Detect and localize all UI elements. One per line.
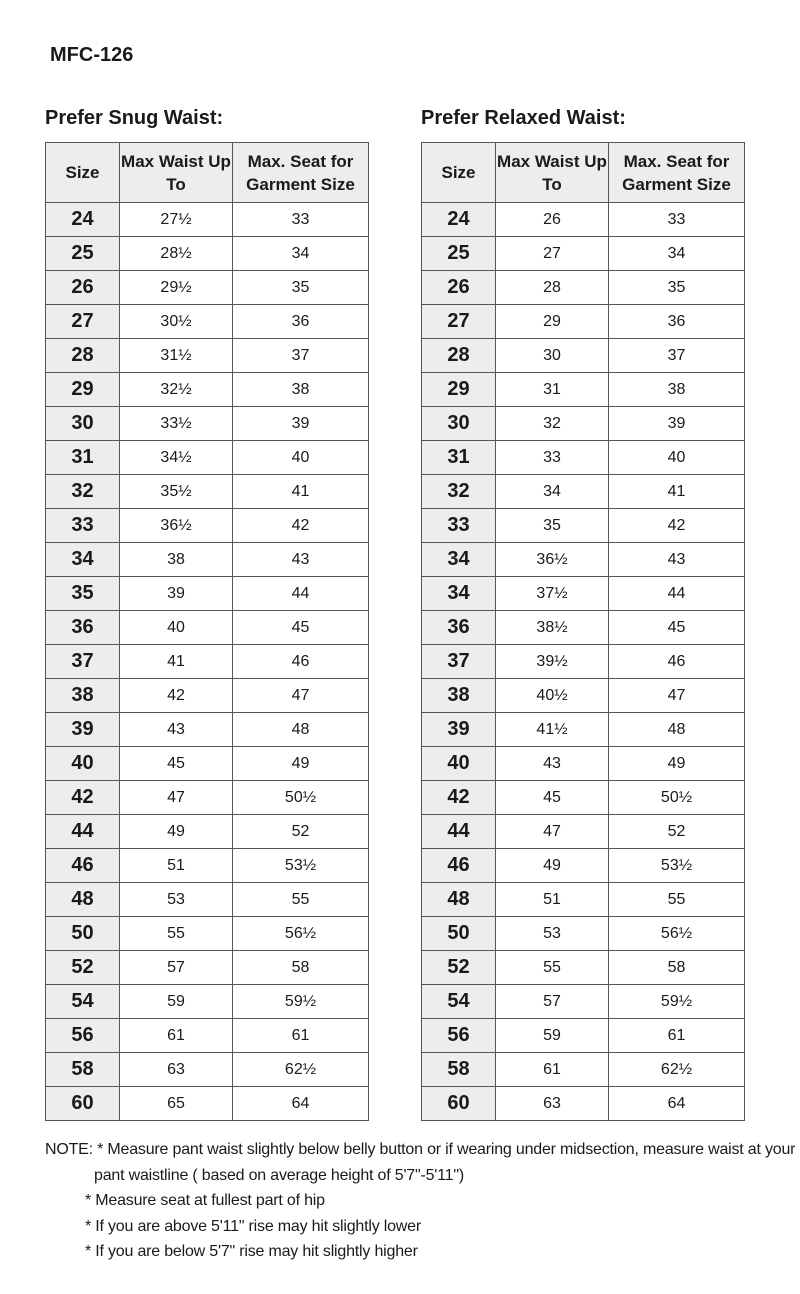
max-seat-cell: 39	[233, 407, 369, 441]
table-row	[422, 747, 745, 781]
table-row	[46, 237, 369, 271]
table-row	[422, 815, 745, 849]
size-cell: 60	[46, 1087, 120, 1121]
size-cell: 44	[422, 815, 496, 849]
size-cell: 33	[422, 509, 496, 543]
max-waist-cell: 47	[120, 781, 233, 815]
size-cell: 27	[422, 305, 496, 339]
max-waist-header: Max Waist Up To	[120, 143, 233, 203]
max-seat-cell: 56½	[233, 917, 369, 951]
max-waist-cell: 35½	[120, 475, 233, 509]
size-cell: 36	[46, 611, 120, 645]
max-seat-cell: 42	[609, 509, 745, 543]
max-waist-cell: 53	[496, 917, 609, 951]
max-seat-cell: 38	[233, 373, 369, 407]
table-row	[46, 645, 369, 679]
max-seat-cell: 45	[609, 611, 745, 645]
max-seat-cell: 46	[609, 645, 745, 679]
size-cell: 31	[422, 441, 496, 475]
table-row	[46, 815, 369, 849]
snug-size-table	[45, 142, 369, 1121]
max-waist-cell: 37½	[496, 577, 609, 611]
max-seat-cell: 49	[609, 747, 745, 781]
size-cell: 24	[422, 203, 496, 237]
max-seat-cell: 35	[609, 271, 745, 305]
max-waist-cell: 29	[496, 305, 609, 339]
table-row	[422, 917, 745, 951]
max-seat-cell: 62½	[609, 1053, 745, 1087]
max-seat-cell: 44	[233, 577, 369, 611]
table-row	[422, 237, 745, 271]
max-seat-cell: 35	[233, 271, 369, 305]
size-cell: 37	[46, 645, 120, 679]
note-line: pant waistline ( based on average height of 5'7"-5'11")	[94, 1166, 464, 1184]
size-cell: 28	[46, 339, 120, 373]
note-line: NOTE: * Measure pant waist slightly below belly button or if wearing under midsection, measure waist at your	[45, 1141, 796, 1158]
table-row	[46, 475, 369, 509]
table-row	[46, 849, 369, 883]
max-waist-cell: 57	[496, 985, 609, 1019]
max-waist-cell: 47	[496, 815, 609, 849]
size-cell: 32	[422, 475, 496, 509]
max-waist-cell: 32	[496, 407, 609, 441]
size-cell: 52	[46, 951, 120, 985]
max-seat-cell: 42	[233, 509, 369, 543]
relaxed-size-table	[421, 142, 745, 1121]
table-row	[422, 1087, 745, 1121]
table-row	[46, 441, 369, 475]
max-seat-cell: 44	[609, 577, 745, 611]
max-waist-cell: 34	[496, 475, 609, 509]
size-cell: 42	[46, 781, 120, 815]
max-waist-cell: 59	[496, 1019, 609, 1053]
table-row	[422, 985, 745, 1019]
max-waist-cell: 28½	[120, 237, 233, 271]
size-cell: 44	[46, 815, 120, 849]
max-waist-cell: 26	[496, 203, 609, 237]
table-row	[46, 1019, 369, 1053]
max-waist-header: Max Waist Up To	[496, 143, 609, 203]
max-seat-cell: 43	[233, 543, 369, 577]
table-row	[422, 951, 745, 985]
max-seat-cell: 64	[233, 1087, 369, 1121]
max-waist-cell: 43	[120, 713, 233, 747]
size-cell: 46	[422, 849, 496, 883]
max-waist-cell: 42	[120, 679, 233, 713]
max-waist-cell: 34½	[120, 441, 233, 475]
table-row	[422, 1053, 745, 1087]
size-cell: 24	[46, 203, 120, 237]
max-seat-cell: 37	[609, 339, 745, 373]
max-seat-cell: 50½	[233, 781, 369, 815]
max-waist-cell: 35	[496, 509, 609, 543]
max-waist-cell: 40½	[496, 679, 609, 713]
max-waist-cell: 51	[120, 849, 233, 883]
size-cell: 50	[422, 917, 496, 951]
max-seat-cell: 45	[233, 611, 369, 645]
table-row	[46, 713, 369, 747]
table-row	[422, 407, 745, 441]
max-seat-header: Max. Seat for Garment Size	[233, 143, 369, 203]
max-seat-cell: 56½	[609, 917, 745, 951]
size-cell: 56	[46, 1019, 120, 1053]
max-waist-cell: 43	[496, 747, 609, 781]
table-row	[46, 781, 369, 815]
max-seat-cell: 36	[233, 305, 369, 339]
table-row	[46, 203, 369, 237]
size-cell: 29	[422, 373, 496, 407]
note-line: * If you are above 5'11" rise may hit slightly lower	[85, 1217, 421, 1235]
max-waist-cell: 40	[120, 611, 233, 645]
max-waist-cell: 36½	[120, 509, 233, 543]
max-seat-cell: 52	[609, 815, 745, 849]
max-waist-cell: 28	[496, 271, 609, 305]
size-cell: 28	[422, 339, 496, 373]
max-waist-cell: 27	[496, 237, 609, 271]
max-seat-cell: 61	[233, 1019, 369, 1053]
size-cell: 26	[422, 271, 496, 305]
max-seat-cell: 38	[609, 373, 745, 407]
size-cell: 26	[46, 271, 120, 305]
max-seat-cell: 50½	[609, 781, 745, 815]
max-waist-cell: 32½	[120, 373, 233, 407]
size-cell: 58	[46, 1053, 120, 1087]
max-waist-cell: 53	[120, 883, 233, 917]
max-seat-cell: 37	[233, 339, 369, 373]
size-cell: 29	[46, 373, 120, 407]
max-seat-cell: 52	[233, 815, 369, 849]
table-row	[422, 475, 745, 509]
max-seat-cell: 58	[233, 951, 369, 985]
table-row	[46, 1053, 369, 1087]
max-seat-cell: 40	[609, 441, 745, 475]
size-cell: 38	[422, 679, 496, 713]
snug-waist-title: Prefer Snug Waist:	[45, 107, 224, 129]
size-cell: 54	[46, 985, 120, 1019]
size-cell: 50	[46, 917, 120, 951]
size-cell: 33	[46, 509, 120, 543]
max-seat-cell: 39	[609, 407, 745, 441]
table-row	[46, 543, 369, 577]
max-seat-cell: 46	[233, 645, 369, 679]
table-row	[422, 1019, 745, 1053]
size-cell: 27	[46, 305, 120, 339]
max-seat-cell: 33	[609, 203, 745, 237]
table-row	[422, 679, 745, 713]
table-row	[422, 339, 745, 373]
size-cell: 40	[422, 747, 496, 781]
size-cell: 39	[422, 713, 496, 747]
table-row	[46, 509, 369, 543]
table-row	[46, 407, 369, 441]
table-row	[46, 577, 369, 611]
size-cell: 32	[46, 475, 120, 509]
table-row	[422, 781, 745, 815]
max-seat-cell: 64	[609, 1087, 745, 1121]
size-cell: 54	[422, 985, 496, 1019]
table-row	[422, 645, 745, 679]
max-waist-cell: 36½	[496, 543, 609, 577]
max-waist-cell: 31½	[120, 339, 233, 373]
max-waist-cell: 41½	[496, 713, 609, 747]
size-cell: 40	[46, 747, 120, 781]
size-cell: 35	[46, 577, 120, 611]
max-seat-cell: 58	[609, 951, 745, 985]
table-row	[422, 713, 745, 747]
table-row	[422, 849, 745, 883]
size-cell: 34	[46, 543, 120, 577]
max-waist-cell: 31	[496, 373, 609, 407]
size-cell: 34	[422, 577, 496, 611]
max-waist-cell: 33	[496, 441, 609, 475]
max-waist-cell: 49	[120, 815, 233, 849]
max-seat-cell: 55	[609, 883, 745, 917]
table-row	[422, 305, 745, 339]
table-row	[46, 951, 369, 985]
document-code: MFC-126	[50, 44, 134, 66]
size-cell: 36	[422, 611, 496, 645]
max-seat-cell: 41	[609, 475, 745, 509]
max-seat-cell: 59½	[233, 985, 369, 1019]
size-cell: 34	[422, 543, 496, 577]
size-cell: 48	[46, 883, 120, 917]
max-seat-cell: 40	[233, 441, 369, 475]
max-waist-cell: 59	[120, 985, 233, 1019]
max-seat-cell: 47	[609, 679, 745, 713]
table-row	[422, 271, 745, 305]
max-waist-cell: 51	[496, 883, 609, 917]
max-waist-cell: 33½	[120, 407, 233, 441]
table-row	[422, 373, 745, 407]
table-row	[46, 883, 369, 917]
max-waist-cell: 55	[120, 917, 233, 951]
max-seat-cell: 33	[233, 203, 369, 237]
max-waist-cell: 57	[120, 951, 233, 985]
size-cell: 60	[422, 1087, 496, 1121]
size-cell: 31	[46, 441, 120, 475]
max-seat-cell: 59½	[609, 985, 745, 1019]
size-cell: 38	[46, 679, 120, 713]
max-seat-cell: 43	[609, 543, 745, 577]
table-row	[46, 679, 369, 713]
table-header-row	[46, 143, 369, 203]
table-row	[46, 305, 369, 339]
table-row	[422, 203, 745, 237]
table-row	[46, 271, 369, 305]
max-seat-cell: 62½	[233, 1053, 369, 1087]
max-waist-cell: 45	[496, 781, 609, 815]
table-row	[46, 1087, 369, 1121]
max-waist-cell: 30½	[120, 305, 233, 339]
max-seat-cell: 34	[609, 237, 745, 271]
max-waist-cell: 45	[120, 747, 233, 781]
size-cell: 30	[422, 407, 496, 441]
max-seat-cell: 48	[609, 713, 745, 747]
table-row	[46, 611, 369, 645]
max-waist-cell: 39½	[496, 645, 609, 679]
max-waist-cell: 41	[120, 645, 233, 679]
max-seat-cell: 53½	[609, 849, 745, 883]
table-row	[46, 747, 369, 781]
max-seat-cell: 48	[233, 713, 369, 747]
size-cell: 58	[422, 1053, 496, 1087]
table-row	[46, 339, 369, 373]
size-cell: 37	[422, 645, 496, 679]
max-seat-cell: 61	[609, 1019, 745, 1053]
table-row	[422, 611, 745, 645]
max-seat-cell: 49	[233, 747, 369, 781]
table-header-row	[422, 143, 745, 203]
size-cell: 52	[422, 951, 496, 985]
max-seat-header: Max. Seat for Garment Size	[609, 143, 745, 203]
notes-block	[45, 1137, 795, 1265]
size-cell: 25	[46, 237, 120, 271]
max-waist-cell: 65	[120, 1087, 233, 1121]
table-row	[46, 917, 369, 951]
table-row	[46, 373, 369, 407]
max-waist-cell: 61	[120, 1019, 233, 1053]
table-row	[422, 577, 745, 611]
max-seat-cell: 55	[233, 883, 369, 917]
table-row	[422, 441, 745, 475]
table-row	[46, 985, 369, 1019]
max-waist-cell: 49	[496, 849, 609, 883]
table-row	[422, 509, 745, 543]
max-waist-cell: 38½	[496, 611, 609, 645]
max-waist-cell: 27½	[120, 203, 233, 237]
size-header: Size	[422, 143, 496, 203]
size-cell: 39	[46, 713, 120, 747]
max-waist-cell: 63	[496, 1087, 609, 1121]
max-waist-cell: 63	[120, 1053, 233, 1087]
size-cell: 56	[422, 1019, 496, 1053]
note-line: * Measure seat at fullest part of hip	[85, 1192, 325, 1209]
max-waist-cell: 61	[496, 1053, 609, 1087]
table-row	[422, 883, 745, 917]
size-header: Size	[46, 143, 120, 203]
max-seat-cell: 53½	[233, 849, 369, 883]
max-waist-cell: 29½	[120, 271, 233, 305]
size-cell: 30	[46, 407, 120, 441]
size-cell: 48	[422, 883, 496, 917]
relaxed-waist-title: Prefer Relaxed Waist:	[421, 107, 626, 129]
max-seat-cell: 47	[233, 679, 369, 713]
table-row	[422, 543, 745, 577]
max-waist-cell: 39	[120, 577, 233, 611]
size-cell: 25	[422, 237, 496, 271]
note-line: * If you are below 5'7" rise may hit slightly higher	[85, 1243, 418, 1260]
size-cell: 46	[46, 849, 120, 883]
size-cell: 42	[422, 781, 496, 815]
max-waist-cell: 55	[496, 951, 609, 985]
max-waist-cell: 30	[496, 339, 609, 373]
max-seat-cell: 41	[233, 475, 369, 509]
max-waist-cell: 38	[120, 543, 233, 577]
max-seat-cell: 36	[609, 305, 745, 339]
max-seat-cell: 34	[233, 237, 369, 271]
